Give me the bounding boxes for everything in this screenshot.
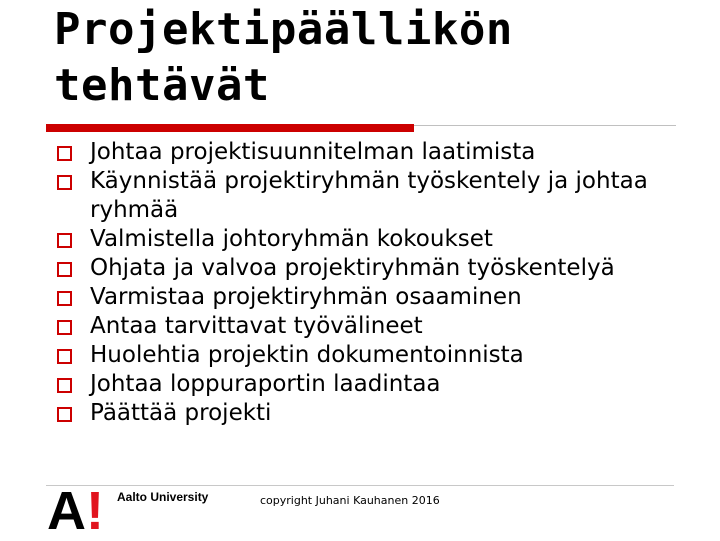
list-item [55,341,695,370]
list-item-text: Käynnistää projektiryhmän työskentely ja johtaa ryhmää [90,168,648,223]
list-item-text: Päättää projekti [90,400,272,426]
aalto-logo-letter: A [47,481,86,541]
square-bullet-icon [57,291,72,306]
list-item [55,225,695,254]
list-item [55,283,695,312]
slide-title-line-2: tehtävät [54,60,270,111]
square-bullet-icon [57,175,72,190]
list-item-text: Johtaa projektisuunnitelman laatimista [90,139,536,165]
footer-divider [46,485,674,486]
title-divider-red [46,124,414,132]
list-item [55,167,695,225]
aalto-logo-exclamation: ! [86,481,104,541]
list-item-text: Johtaa loppuraportin laadintaa [90,371,441,397]
slide-title-line-1: Projektipäällikön [54,4,513,55]
copyright-notice: copyright Juhani Kauhanen 2016 [260,494,440,507]
list-item [55,138,695,167]
list-item-text: Valmistella johtoryhmän kokoukset [90,226,493,252]
square-bullet-icon [57,378,72,393]
square-bullet-icon [57,407,72,422]
square-bullet-icon [57,320,72,335]
list-item [55,370,695,399]
list-item-text: Huolehtia projektin dokumentoinnista [90,342,524,368]
square-bullet-icon [57,262,72,277]
square-bullet-icon [57,146,72,161]
slide-title [54,2,513,114]
bullet-list [55,138,695,428]
square-bullet-icon [57,233,72,248]
list-item [55,399,695,428]
list-item-text: Ohjata ja valvoa projektiryhmän työskentelyä [90,255,615,281]
list-item [55,312,695,341]
square-bullet-icon [57,349,72,364]
list-item-text: Varmistaa projektiryhmän osaaminen [90,284,522,310]
list-item [55,254,695,283]
list-item-text: Antaa tarvittavat työvälineet [90,313,423,339]
aalto-logo-text: Aalto University [117,490,209,504]
